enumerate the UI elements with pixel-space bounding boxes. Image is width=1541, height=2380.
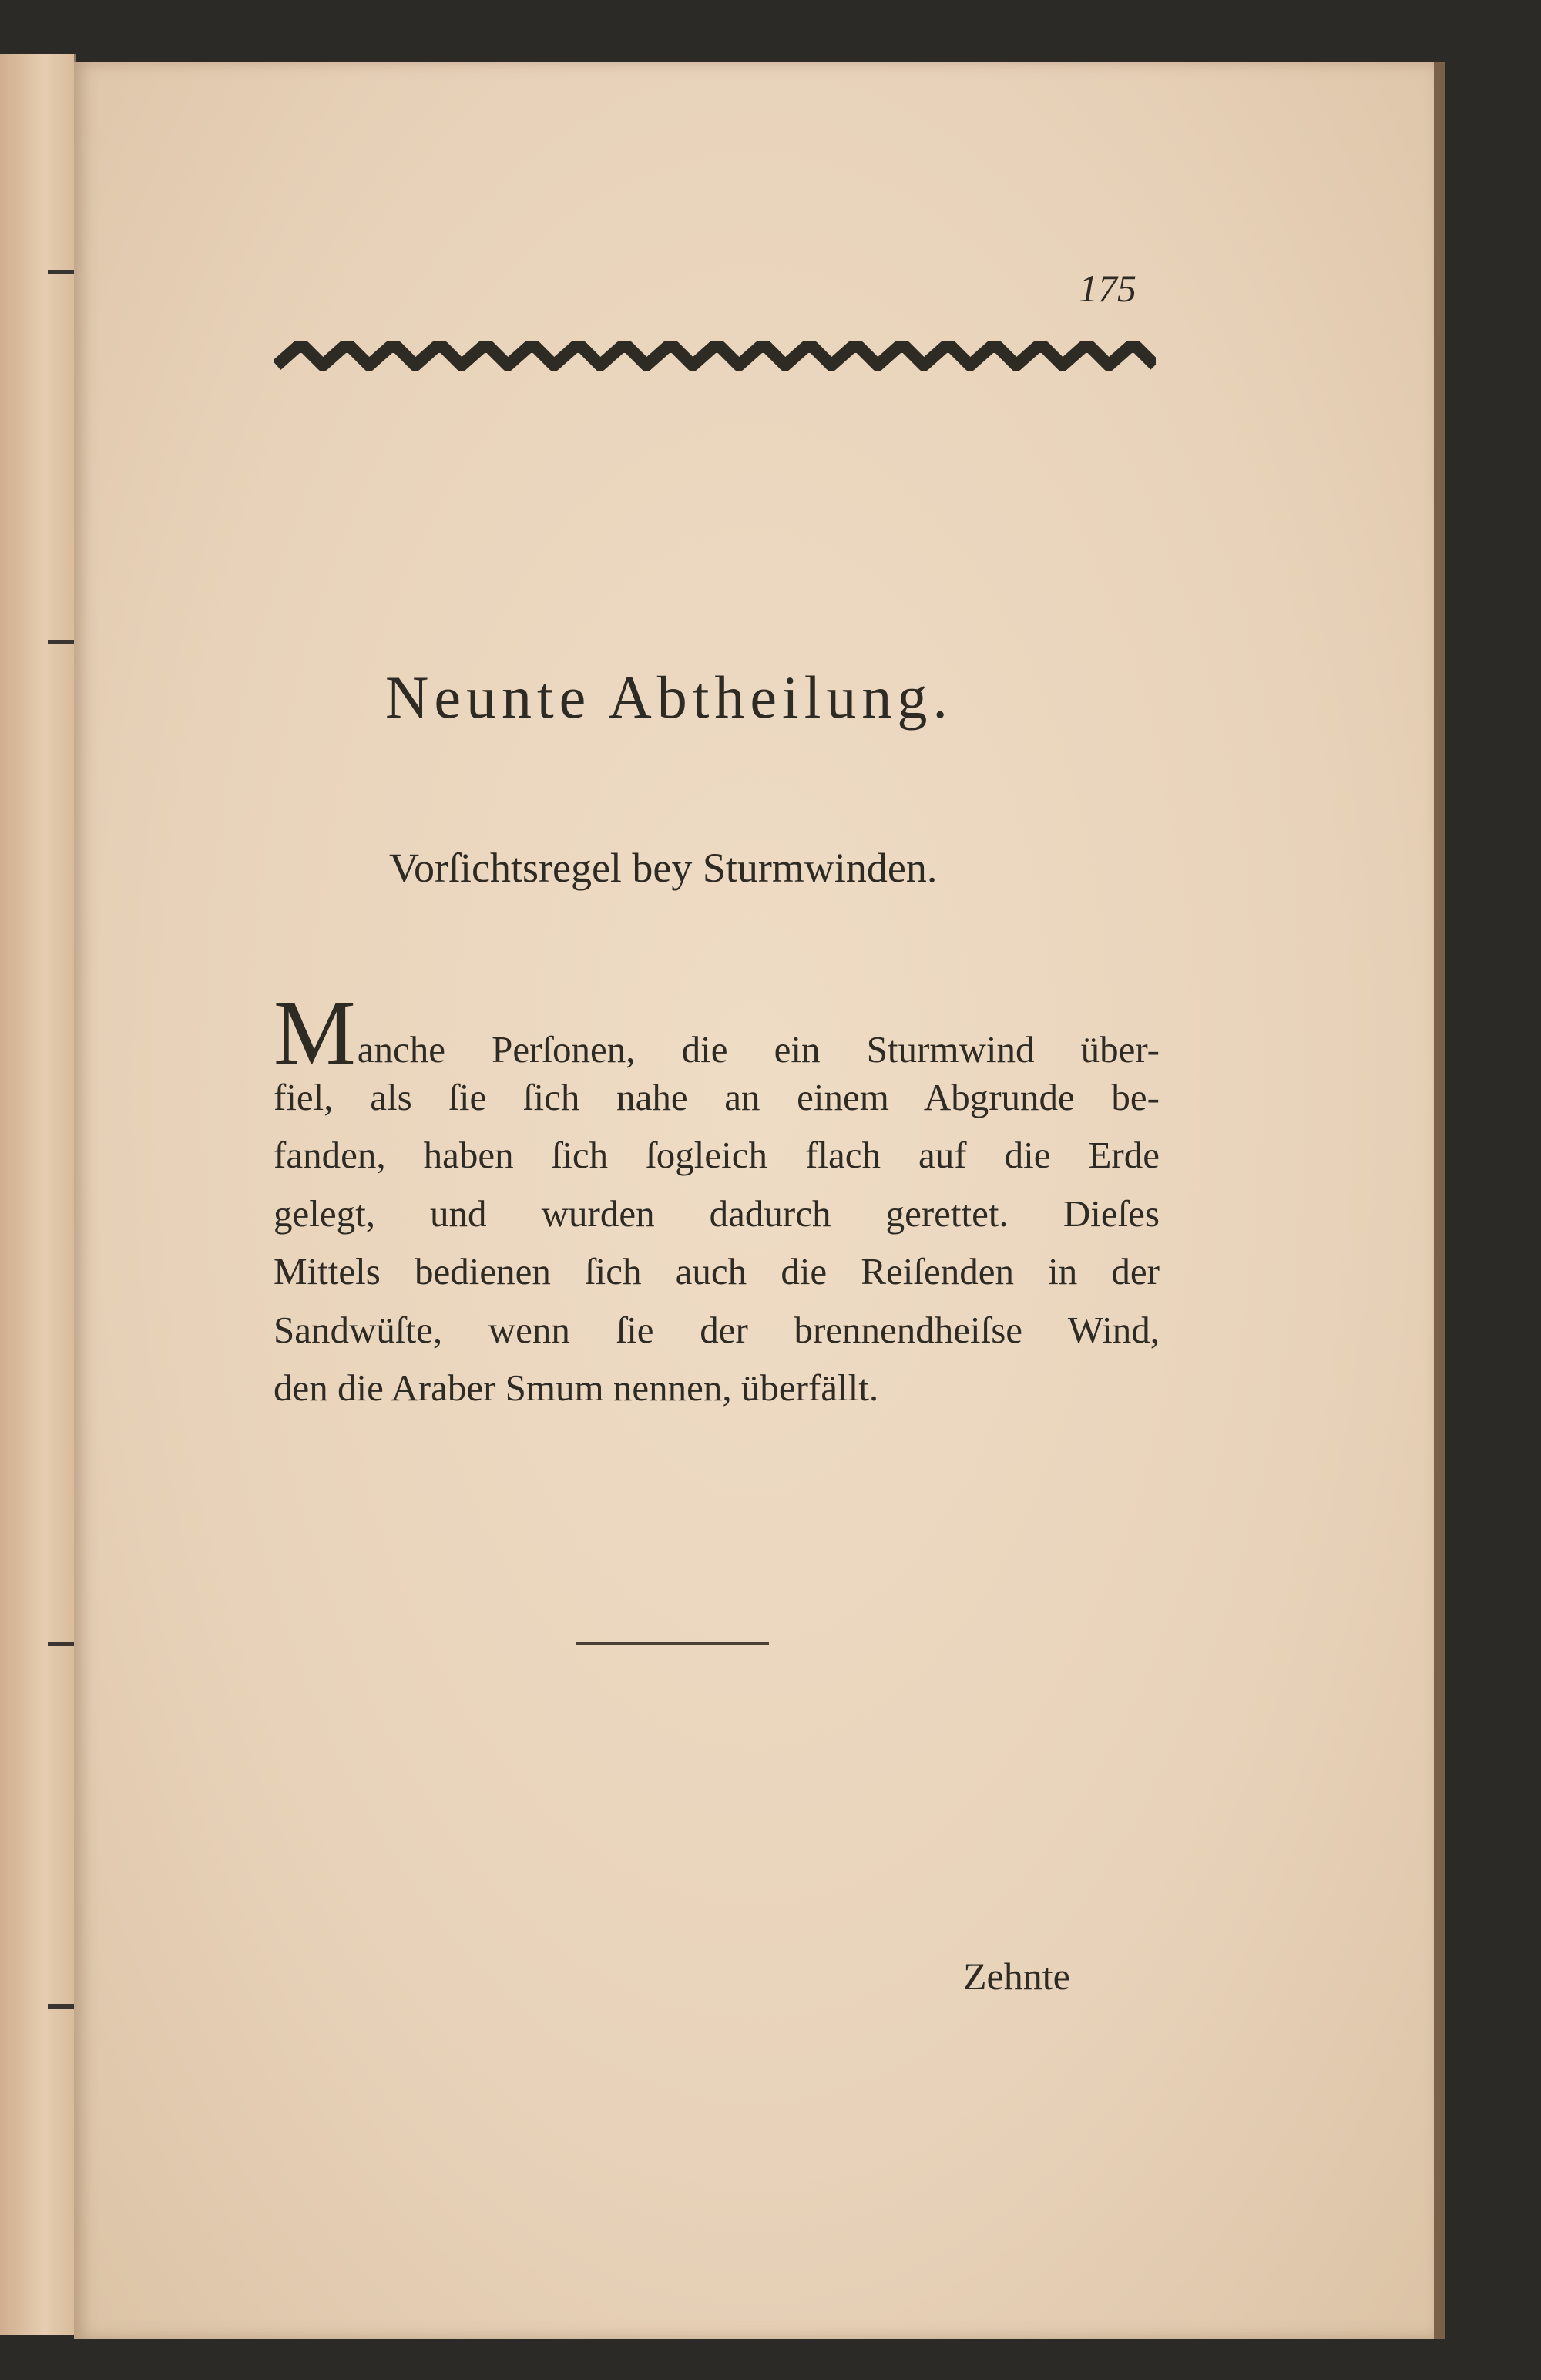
text-line: den die Araber Smum nennen, überfällt. (274, 1366, 879, 1409)
text-line-content: anche Perſonen, die ein Sturmwind über- (357, 1028, 1160, 1071)
wave-ornament (274, 339, 1156, 375)
text-line: fanden, haben ſich ſogleich flach auf die Erde (274, 1134, 1160, 1176)
body-paragraph (274, 981, 1160, 1417)
section-rule (576, 1642, 769, 1645)
text-line: fiel, als ſie ſich nahe an einem Abgrunde be- (274, 1075, 1160, 1118)
drop-cap: M (274, 981, 356, 1084)
chapter-subtitle: Vorſichtsregel bey Sturmwinden. (389, 845, 938, 891)
text-line (274, 981, 1160, 1084)
page-number: 175 (1079, 267, 1136, 310)
text-line: gelegt, und wurden dadurch gerettet. Dieſes (274, 1192, 1160, 1235)
chapter-heading: Neunte Abtheilung. (385, 664, 953, 731)
text-line: Mittels bedienen ſich auch die Reiſenden in der (274, 1250, 1160, 1293)
text-line: Sandwüſte, wenn ſie der brennendheiſse Wind, (274, 1308, 1160, 1351)
catchword: Zehnte (963, 1955, 1070, 1998)
facing-page-edge (0, 54, 76, 2335)
